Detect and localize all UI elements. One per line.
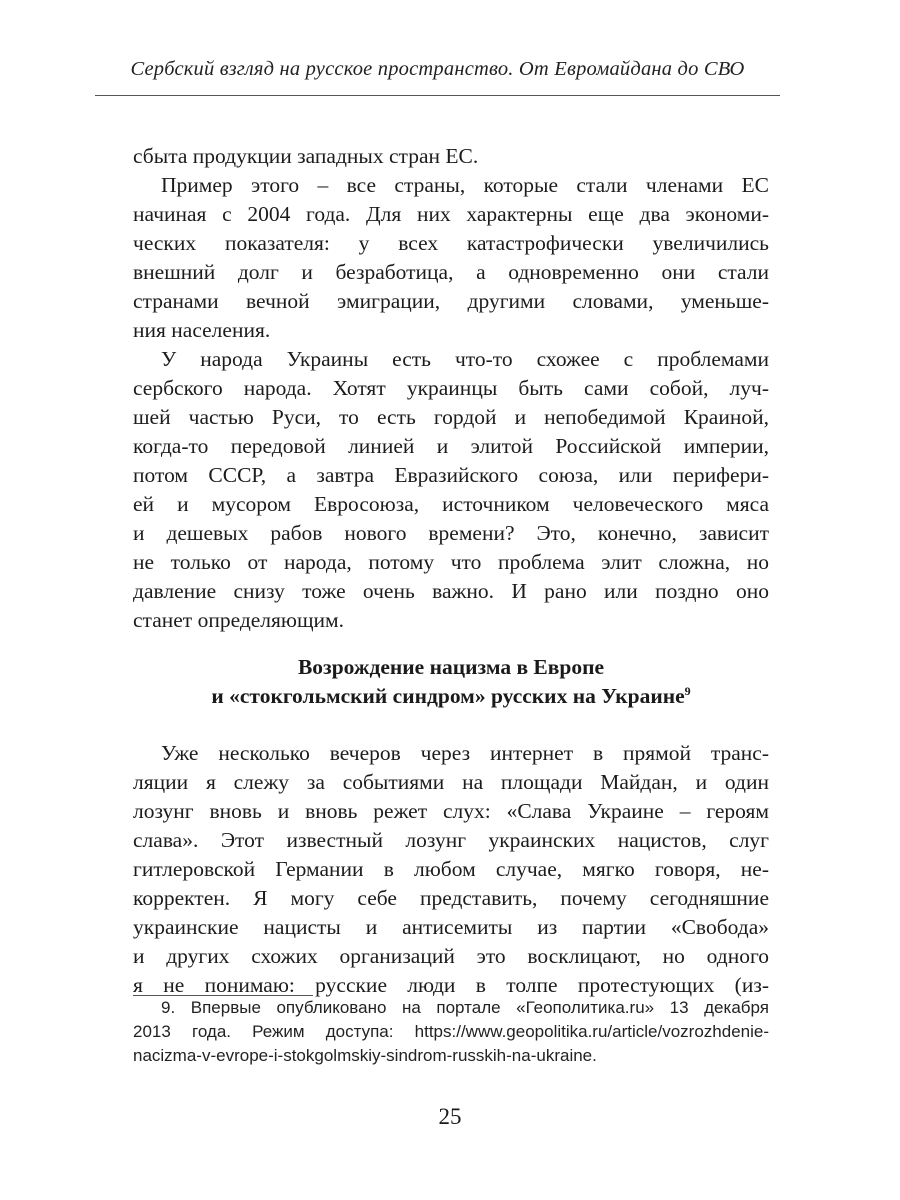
footnote <box>133 996 769 1068</box>
text-line: когда-то передовой линией и элитой Российской империи, <box>133 434 769 458</box>
text-line: корректен. Я могу себе представить, почему сегодняшние <box>133 886 769 910</box>
text-line: начиная с 2004 года. Для них характерны еще два экономи- <box>133 202 769 226</box>
footnote-line: 2013 года. Режим доступа: https://www.geopolitika.ru/article/vozrozhdenie- <box>133 1022 769 1041</box>
text-line: не только от народа, потому что проблема элит сложна, но <box>133 550 769 574</box>
header-rule <box>95 95 780 96</box>
text-line: У народа Украины есть что-то схожее с проблемами <box>161 347 769 371</box>
text-line: сбыта продукции западных стран ЕС. <box>133 144 479 168</box>
section-heading-line: Возрождение нацизма в Европе <box>297 655 605 679</box>
text-line: потом СССР, а завтра Евразийского союза, или перифери- <box>133 463 769 487</box>
running-head: Сербский взгляд на русское пространство. От Евромайдана до СВО <box>130 58 745 80</box>
text-line: ляции я слежу за событиями на площади Майдан, и один <box>133 770 769 794</box>
body-text-block-1 <box>133 142 769 635</box>
text-line: сербского народа. Хотят украинцы быть сами собой, луч- <box>133 376 769 400</box>
text-line: странами вечной эмиграции, другими словами, уменьше- <box>133 289 769 313</box>
text-line: гитлеровской Германии в любом случае, мягко говоря, не- <box>133 857 769 881</box>
footnote-line: 9. Впервые опубликовано на портале «Геополитика.ru» 13 декабря <box>161 998 769 1017</box>
body-text-block-2 <box>133 739 769 1000</box>
text-line: я не понимаю: русские люди в толпе протестующих (из- <box>133 973 769 997</box>
text-line: ческих показателя: у всех катастрофически увеличились <box>133 231 769 255</box>
section-heading <box>133 653 769 711</box>
footnote-line: nacizma-v-evrope-i-stokgolmskiy-sindrom-russkih-na-ukraine. <box>133 1046 597 1065</box>
text-line: Пример этого – все страны, которые стали членами ЕС <box>161 173 769 197</box>
text-line: и других схожих организаций это восклицают, но одного <box>133 944 769 968</box>
text-line: давление снизу тоже очень важно. И рано или поздно оно <box>133 579 769 603</box>
text-line: станет определяющим. <box>133 608 345 632</box>
text-line: украинские нацисты и антисемиты из партии «Свобода» <box>133 915 769 939</box>
text-line: шей частью Руси, то есть гордой и непобедимой Краиной, <box>133 405 769 429</box>
text-line: лозунг вновь и вновь режет слух: «Слава Украине – героям <box>133 799 769 823</box>
page-number: 25 <box>438 1104 462 1129</box>
footnote-reference: 9 <box>684 683 691 698</box>
text-line: внешний долг и безработица, а одновременно они стали <box>133 260 769 284</box>
section-heading-text: и «стокгольмский синдром» русских на Украине <box>211 684 685 708</box>
text-line: ния населения. <box>133 318 271 342</box>
text-line: слава». Этот известный лозунг украинских нацистов, слуг <box>133 828 769 852</box>
text-line: и дешевых рабов нового времени? Это, конечно, зависит <box>133 521 769 545</box>
text-line: ей и мусором Евросоюза, источником человеческого мяса <box>133 492 769 516</box>
section-heading-line <box>133 682 769 711</box>
text-line: Уже несколько вечеров через интернет в прямой транс- <box>161 741 769 765</box>
